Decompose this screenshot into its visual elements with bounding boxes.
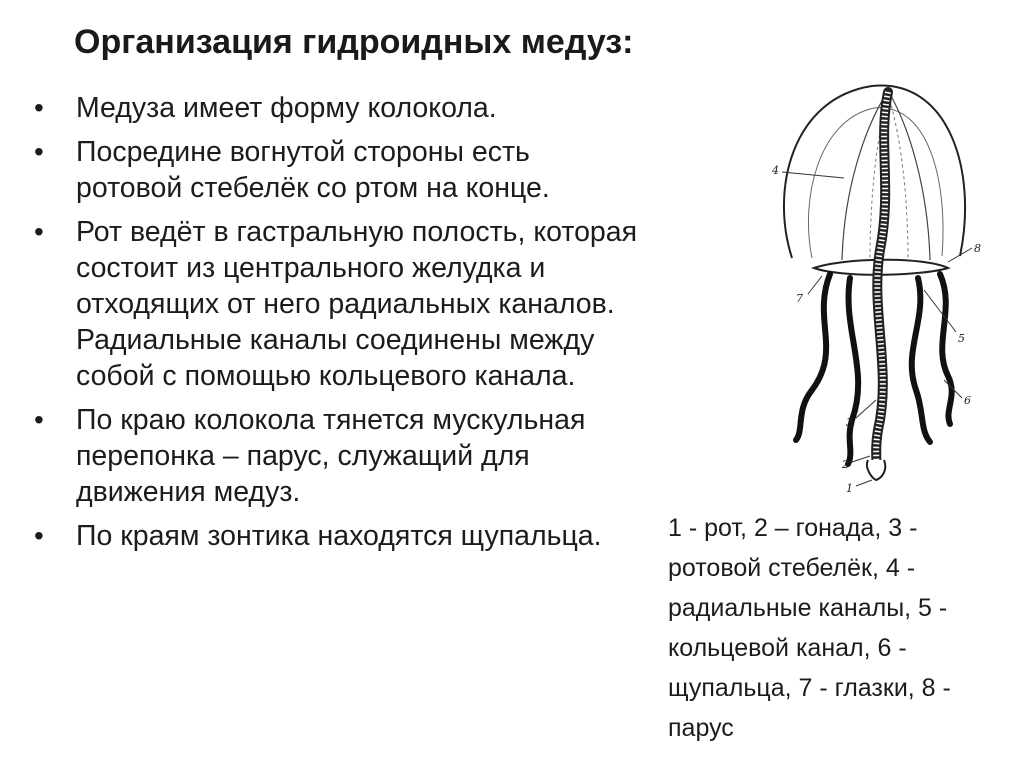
bullet-item [32,90,638,126]
bullet-list [32,90,638,562]
mouth [867,460,885,480]
label-2: 2 [842,458,849,471]
tentacle [912,278,930,442]
leader-line [808,276,822,294]
bullet-item [32,134,638,206]
bullet-item [32,214,638,394]
bullet-item [32,518,638,554]
bullet-text: Медуза имеет форму колокола. [76,92,497,124]
tentacle [848,278,858,464]
bullet-text: Посредине вогнутой стороны есть ротовой стебелёк со ртом на конце. [76,136,550,204]
leader-line [782,172,844,178]
leader-line [856,480,872,486]
leader-line [948,248,972,262]
bullet-text: По краям зонтика находятся щупальца. [76,520,602,552]
radial-canal [888,94,908,260]
figure-caption: 1 - рот, 2 – гонада, 3 - ротовой стебелёк, 4 - радиальные каналы, 5 - кольцевой канал, 6 - щупальца, 7 - глазки, 8 - парус [668,514,951,742]
bullet-text: Рот ведёт в гастральную полость, которая состоит из центрального желудка и отходящих от него радиальных каналов. Радиальные каналы соединены между собой с помощью кольцевого канала. [76,216,638,392]
bell-inner [808,108,943,258]
bullet-dot: • [34,136,44,167]
label-1: 1 [846,482,853,495]
label-3: 3 [846,416,853,429]
leader-line [924,290,956,332]
jellyfish-diagram [752,80,982,510]
label-6: 6 [964,394,971,407]
label-5: 5 [958,332,965,345]
bullet-dot: • [34,216,44,247]
label-4: 4 [772,164,779,177]
slide-title: Организация гидроидных медуз: [74,23,634,61]
bullet-text: По краю колокола тянется мускульная перепонка – парус, служащий для движения медуз. [76,404,586,508]
bullet-dot: • [34,92,44,123]
tentacle [940,274,952,424]
label-7: 7 [796,292,803,305]
bullet-dot: • [34,520,44,551]
label-8: 8 [974,242,981,255]
bullet-item [32,402,638,510]
bullet-dot: • [34,404,44,435]
